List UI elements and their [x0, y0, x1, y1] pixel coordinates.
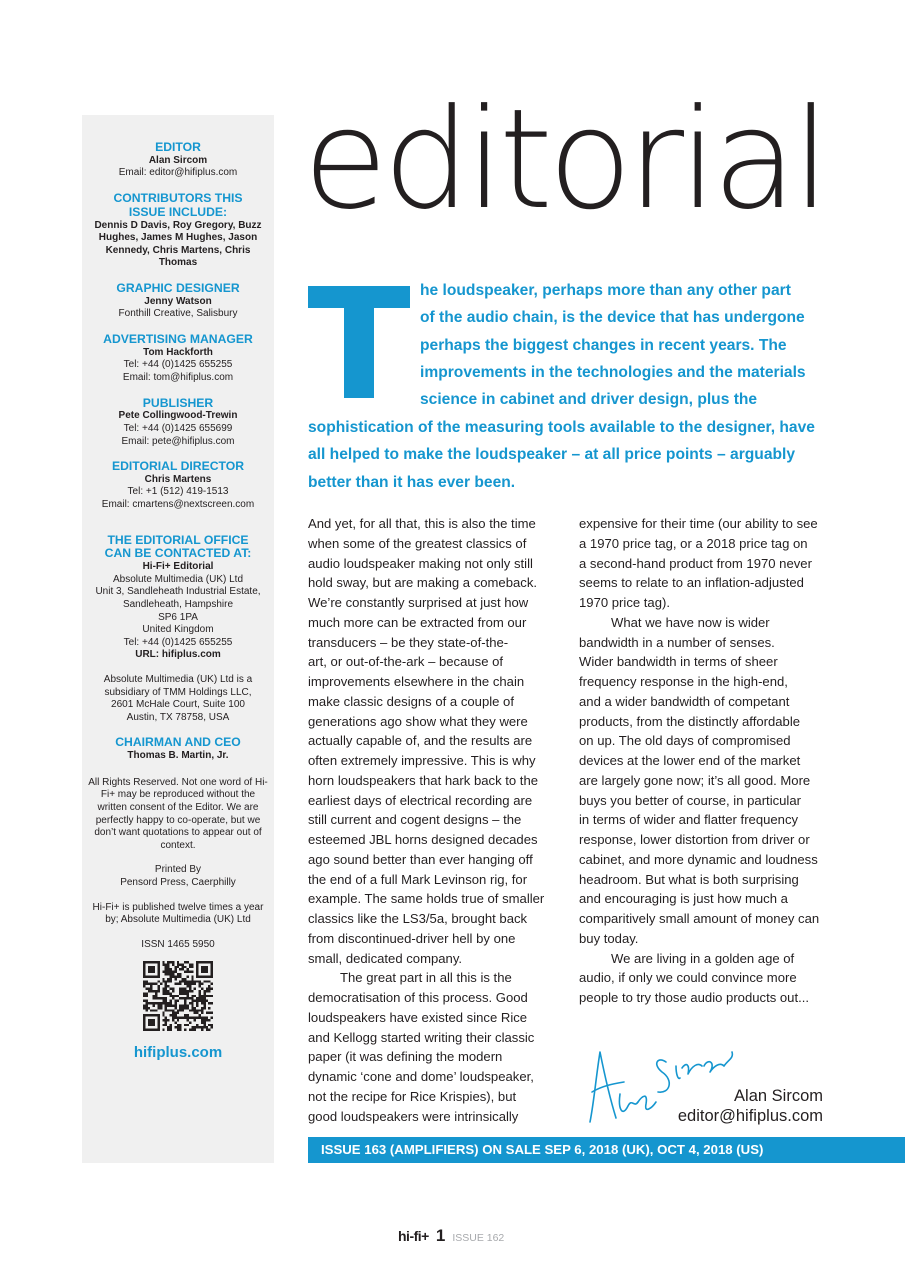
contributors-names: Dennis D Davis, Roy Gregory, Buzz Hughes, James M Hughes, Jason Kennedy, Chris Martens, Chris Thomas	[94, 219, 262, 269]
office-country: United Kingdom	[142, 624, 214, 636]
publisher-heading: PUBLISHER	[142, 395, 214, 410]
graphic-designer-name: Jenny Watson	[144, 295, 212, 307]
body-line: hold sway, but are making a comeback.	[308, 575, 538, 591]
body-line: often extremely impressive. This is why	[308, 753, 536, 768]
office-address2: Sandleheath, Hampshire	[122, 599, 234, 611]
editorial-director-tel: Tel: +1 (512) 419-1513	[127, 486, 229, 498]
body-line: buy today.	[579, 930, 639, 946]
contributors-heading: CONTRIBUTORS THIS ISSUE INCLUDE:	[113, 190, 243, 219]
publisher-tel: Tel: +44 (0)1425 655699	[123, 422, 233, 434]
office-heading: THE EDITORIAL OFFICE CAN BE CONTACTED AT:	[104, 532, 252, 561]
body-line: small, dedicated company.	[308, 950, 463, 966]
body-line: dynamic ‘cone and dome’ loudspeaker,	[308, 1069, 534, 1084]
body-line: seems to relate to an inflation-adjusted	[579, 575, 804, 591]
chairman-name: Thomas B. Martin, Jr.	[127, 750, 229, 762]
graphic-designer-heading: GRAPHIC DESIGNER	[116, 280, 240, 295]
editorial-director-heading: EDITORIAL DIRECTOR	[111, 459, 245, 474]
masthead-sidebar	[82, 115, 274, 1163]
body-line: And yet, for all that, this is also the time	[308, 516, 536, 531]
rights-notice: All Rights Reserved. Not one word of Hi-Fi+ may be reproduced without the written consent of the Editor. We are perfectly happy to co-operate, but we don’t want quotations to appear out of context.	[88, 776, 268, 851]
body-column-1	[308, 514, 558, 1126]
body-line: response, lower distortion from driver or	[579, 832, 810, 847]
editor-email: Email: editor@hifiplus.com	[118, 167, 238, 179]
page-footer	[398, 1226, 504, 1246]
qr-code-icon[interactable]	[139, 961, 217, 1031]
advertising-manager-heading: ADVERTISING MANAGER	[103, 331, 253, 346]
body-line: improvements elsewhere in the chain	[308, 674, 525, 689]
intro-line-7: all helped to make the loudspeaker – at all price points – arguably	[308, 446, 796, 463]
body-line: not the recipe for Rice Krispies), but	[308, 1088, 517, 1104]
body-paragraph-5	[579, 949, 834, 1008]
office-company: Absolute Multimedia (UK) Ltd	[112, 573, 244, 585]
body-line: are largely gone now; it’s all good. More	[579, 772, 811, 788]
intro-line-6: sophistication of the measuring tools available to the designer, have	[308, 419, 815, 436]
page-number: 1	[435, 1226, 446, 1245]
website-link[interactable]: hifiplus.com	[133, 1044, 223, 1062]
body-line: bandwidth in a number of senses.	[579, 634, 775, 650]
body-line: classics like the LS3/5a, brought back	[308, 911, 528, 926]
body-line: We’re constantly surprised at just how	[308, 595, 529, 610]
body-line: when some of the greatest classics of	[308, 535, 527, 551]
published-note: Hi-Fi+ is published twelve times a year by; Absolute Multimedia (UK) Ltd	[92, 901, 264, 926]
next-issue-banner: ISSUE 163 (AMPLIFIERS) ON SALE SEP 6, 2018 (UK), OCT 4, 2018 (US)	[308, 1137, 905, 1163]
office-tel: Tel: +44 (0)1425 655255	[123, 636, 233, 648]
advertising-manager-email: Email: tom@hifiplus.com	[122, 371, 234, 383]
body-paragraph-1	[308, 514, 558, 968]
body-line: a 1970 price tag, or a 2018 price tag on	[579, 535, 808, 551]
issue-number: ISSUE 162	[452, 1232, 505, 1244]
editorial-director-email: Email: cmartens@nextscreen.com	[101, 499, 255, 511]
office-postcode: SP6 1PA	[158, 611, 198, 623]
publisher-name: Pete Collingwood-Trewin	[118, 410, 238, 422]
graphic-designer-block	[82, 282, 274, 321]
drop-cap-t	[308, 286, 410, 398]
issn: ISSN 1465 5950	[141, 938, 215, 950]
page-title: editorial	[303, 79, 826, 240]
intro-line-5: science in cabinet and driver design, plus the	[420, 391, 758, 408]
advertising-manager-tel: Tel: +44 (0)1425 655255	[123, 359, 233, 371]
contributors-block	[82, 192, 274, 270]
body-line: 1970 price tag).	[579, 595, 670, 610]
body-line: esteemed JBL horns designed decades	[308, 832, 538, 847]
body-line: generations ago show what they were	[308, 713, 528, 729]
intro-line-8: better than it has ever been.	[308, 474, 516, 491]
body-line: What we have now is wider	[611, 614, 770, 630]
editor-heading: EDITOR	[155, 140, 201, 154]
hifi-plus-logo: hi-fi+	[398, 1228, 429, 1244]
body-line: make classic designs of a couple of	[308, 693, 514, 709]
editor-name: Alan Sircom	[148, 154, 208, 166]
body-paragraph-2	[308, 968, 558, 1126]
body-line: actually capable of, and the results are	[308, 733, 533, 749]
editorial-director-block	[82, 460, 274, 512]
body-line: Wider bandwidth in terms of sheer	[579, 654, 778, 670]
body-line: a second-hand product from 1970 never	[579, 555, 812, 571]
body-line: earliest days of electrical recording are	[308, 792, 533, 808]
printed-by-label: Printed By	[154, 864, 202, 876]
body-line: democratisation of this process. Good	[308, 990, 528, 1005]
office-block	[82, 534, 274, 662]
body-line: the end of a full Mark Levinson rig, for	[308, 871, 528, 887]
body-line: ago sound better than ever hanging off	[308, 851, 533, 867]
body-line: audio loudspeaker making not only still	[308, 555, 533, 571]
body-line: on up. The old days of compromised	[579, 733, 791, 749]
author-email[interactable]: editor@hifiplus.com	[677, 1107, 823, 1125]
body-line: art, or out-of-the-ark – because of	[308, 654, 504, 670]
chairman-block	[82, 736, 274, 762]
body-line: expensive for their time (our ability to see	[579, 516, 818, 531]
intro-line-1: he loudspeaker, perhaps more than any other part	[420, 282, 791, 299]
body-column-2	[579, 514, 834, 1008]
body-line: frequency response in the high-end,	[579, 674, 788, 689]
chairman-heading: CHAIRMAN AND CEO	[115, 735, 241, 750]
office-url[interactable]: URL: hifiplus.com	[135, 649, 221, 661]
printer-block	[82, 864, 274, 889]
body-line: much more can be extracted from our	[308, 614, 527, 630]
body-line: cabinet, and more dynamic and loudness	[579, 851, 818, 867]
body-line: We are living in a golden age of	[611, 950, 795, 966]
body-line: devices at the lower end of the market	[579, 753, 801, 768]
body-line: loudspeakers have existed since Rice	[308, 1009, 528, 1025]
body-line: horn loudspeakers that hark back to the	[308, 772, 539, 788]
body-line: comparitively small amount of money can	[579, 911, 820, 926]
body-line: in terms of wider and flatter frequency	[579, 812, 799, 828]
intro-line-4: improvements in the technologies and the materials	[420, 364, 806, 381]
advertising-manager-block	[82, 333, 274, 385]
body-line: people to try those audio products out...	[579, 990, 810, 1005]
body-line: from discontinued-driver hell by one	[308, 930, 516, 946]
graphic-designer-company: Fonthill Creative, Salisbury	[118, 308, 238, 320]
body-line: headroom. But what is both surprising	[579, 871, 799, 887]
author-name: Alan Sircom	[734, 1087, 823, 1105]
body-line: transducers – be they state-of-the-	[308, 634, 509, 650]
office-name: Hi-Fi+ Editorial	[142, 561, 214, 573]
advertising-manager-name: Tom Hackforth	[143, 346, 213, 358]
body-line: paper (it was defining the modern	[308, 1049, 503, 1065]
printed-by: Pensord Press, Caerphilly	[120, 876, 236, 888]
body-line: buys you better of course, in particular	[579, 792, 801, 808]
body-line: still current and cogent designs – the	[308, 812, 522, 828]
body-line: and Kellogg started writing their classic	[308, 1029, 535, 1045]
body-line: and encouraging is just how much a	[579, 891, 788, 907]
publisher-email: Email: pete@hifiplus.com	[121, 435, 235, 447]
body-paragraph-4	[579, 613, 834, 949]
intro-line-2: of the audio chain, is the device that has undergone	[420, 309, 805, 326]
editorial-director-name: Chris Martens	[144, 473, 212, 485]
subsidiary-note: Absolute Multimedia (UK) Ltd is a subsidiary of TMM Holdings LLC, 2601 McHale Court, Suite 100 Austin, TX 78758, USA	[103, 674, 253, 723]
body-line: products, from the distinctly affordable	[579, 713, 801, 729]
intro-line-3: perhaps the biggest changes in recent years. The	[420, 337, 787, 354]
body-line: and a wider bandwidth of competant	[579, 693, 790, 709]
publisher-block	[82, 397, 274, 449]
body-line: good loudspeakers were intrinsically	[308, 1108, 519, 1124]
body-line: The great part in all this is the	[340, 970, 512, 986]
body-paragraph-3	[579, 514, 834, 613]
office-address1: Unit 3, Sandleheath Industrial Estate,	[95, 586, 261, 598]
editor-block	[82, 141, 274, 180]
body-line: audio, if only we could convince more	[579, 970, 797, 986]
body-line: example. The same holds true of smaller	[308, 891, 545, 907]
